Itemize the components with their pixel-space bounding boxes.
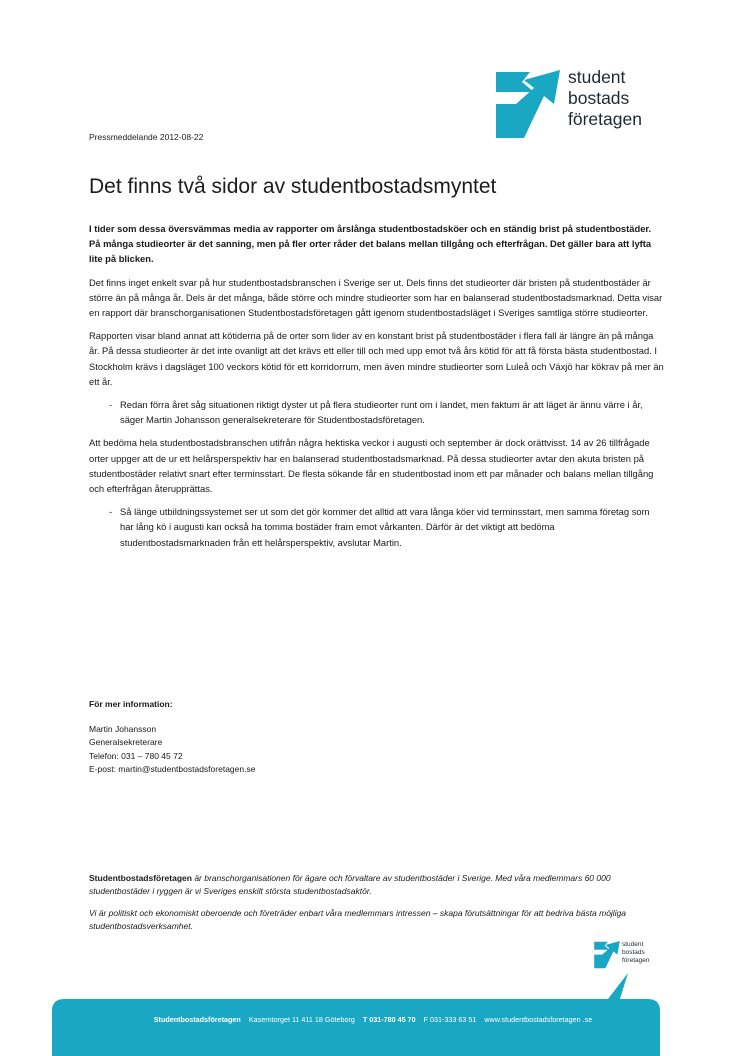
quote-text: Så länge utbildningssystemet ser ut som det gör kommer det alltid att vara långa köer vid terminsstart, men samma företag som har lång kö i augusti kan också ha tomma bostäder fram emot vårkanten. Därför är det viktigt att bedöma studentbostadsmarknaden från ett helårsperspektiv, avslutar Martin. <box>120 506 650 548</box>
lead-paragraph: I tider som dessa översvämmas media av rapporter om årslånga studentbostadsköer och en ständig brist på studentbostäder. På många studieorter är det sanning, men på fler orter råder det balans mellan tillgång och efterfrågan. Det gäller bara att lyfta lite på blicken. <box>89 223 652 265</box>
body-paragraph: Att bedöma hela studentbostadsbranschen utifrån några hektiska veckor i augusti och september är dock orättvisst. 14 av 26 tillfrågade orter uppger att de ur ett helårsperspektiv har en balanserad studentbostadsmarknad. På dessa studieorter avtar den akuta bristen på studentbostäder relativt snart efter terminsstart. De flesta sökande får en studentbostad inom ett par månader och balans mellan tillgång och efterfrågan återupprättas. <box>89 437 654 495</box>
logo-word: student <box>622 941 644 948</box>
body-paragraph: Rapporten visar bland annat att kötiderna på de orter som lider av en konstant brist på studentbostäder i flera fall är längre än på många år. På dessa studieorter är det inte ovanligt att det krävs ett eller till och med upp emot två års kötid för att få första bästa studentbostad. I Stockholm krävs i dagsläget 100 veckors kötid för ett korridorrum, men även mindre studieorter som Luleå och Växjö har kökrav på mer än ett år. <box>89 330 664 387</box>
logo-word: bostads <box>622 949 645 957</box>
footer-phone: T 031-780 45 70 <box>362 1015 416 1024</box>
footer-contact <box>0 1015 746 1024</box>
about-text: är branschorganisationen för ägare och förvaltare av studentbostäder i Sverige. Med våra medlemmars 60 000 studentbostäder i ryggen är vi Sveriges enskilt största studentbostadsaktör. <box>89 873 611 896</box>
quote-paragraph <box>89 397 664 427</box>
footer-org: Studentbostadsföretagen <box>153 1015 241 1024</box>
logo-top <box>496 67 666 140</box>
footer-website[interactable]: www.studentbostadsforetagen .se <box>484 1015 593 1024</box>
contact-heading: För mer information: <box>89 699 173 709</box>
logo-word: bostads <box>568 88 630 108</box>
footer-address: Kaserntorget 11 411 18 Göteborg <box>248 1015 355 1024</box>
page-title: Det finns två sidor av studentbostadsmyntet <box>89 175 497 198</box>
contact-info <box>89 698 255 776</box>
quote-dash: - <box>109 506 113 518</box>
article-body <box>89 221 664 558</box>
logo-wordmark <box>622 941 649 966</box>
footer-fax: F 031-333 63 51 <box>423 1015 477 1024</box>
contact-email[interactable]: E-post: martin@studentbostadsforetagen.se <box>89 763 256 774</box>
contact-role: Generalsekreterare <box>89 737 163 748</box>
quote-text: Redan förra året såg situationen riktigt dyster ut på flera studieorter runt om i landet, men faktum är att läget är ännu värre i år, säger Martin Johansson generalsekreterare för Studentbostadsföretagen. <box>120 399 643 426</box>
logo-word: företagen <box>568 109 642 129</box>
quote-paragraph <box>89 504 664 550</box>
logo-word: student <box>568 67 626 87</box>
logo-wordmark <box>568 67 642 130</box>
footer-band <box>0 965 746 1056</box>
contact-phone: Telefon: 031 – 780 45 72 <box>89 750 183 761</box>
about-paragraph: Vi är politiskt och ekonomiskt oberoende och företräder enbart våra medlemmars intressen – skapa förutsättningar för att bedriva bästa möjliga studentbostadsverksamhet. <box>89 908 627 931</box>
press-release-date: Pressmeddelande 2012-08-22 <box>89 132 204 142</box>
about-section <box>89 872 649 942</box>
quote-dash: - <box>109 399 113 411</box>
contact-name: Martin Johansson <box>89 724 157 735</box>
arrow-logo-icon <box>496 70 560 140</box>
body-paragraph: Det finns inget enkelt svar på hur studentbostadsbranschen i Sverige ser ut. Dels finns det studieorter där bristen på studentbostäder är större än på många år. Dels är det många, både större och mindre studieorter som har en balanserad studentbostadsmarknad. Detta visar en rapport där branschorganisationen Studentbostadsföretagen gått igenom studentbostadsläget i Sveriges samtliga större studieorter. <box>89 276 663 319</box>
about-org-name: Studentbostadsföretagen <box>89 873 192 883</box>
logo-word: företagen <box>622 957 650 965</box>
about-paragraph <box>89 872 649 897</box>
